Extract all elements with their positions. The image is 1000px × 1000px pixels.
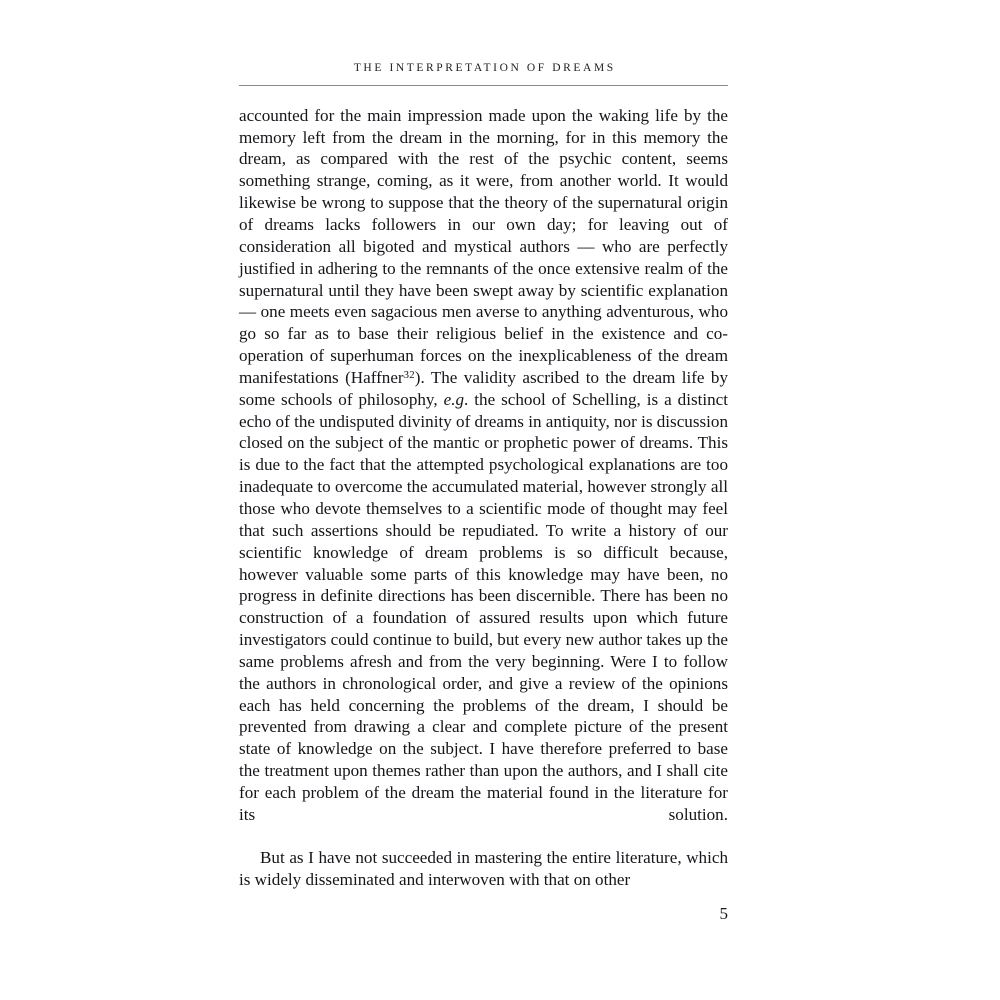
footnote-reference: 32 <box>403 368 415 381</box>
page-number: 5 <box>719 904 728 923</box>
running-head: THE INTERPRETATION OF DREAMS <box>353 62 616 74</box>
page-text-block <box>239 62 728 891</box>
italic-phrase: e.g <box>443 389 465 409</box>
header-rule <box>239 85 728 86</box>
body-copy <box>239 105 728 891</box>
paragraph-1: accounted for the main impression made upon the waking life by the memory left from the dream in the morning, for in this memory the dream, as compared with the rest of the psychic content, seems something strange, coming, as it were, from another world. It would likewise be wrong to suppose that the theory of the supernatural origin of dreams lacks followers in our own day; for leaving out of consideration all bigoted and mystical authors — who are perfectly justified in adhering to the remnants of the once extensive realm of the supernatural until they have been swept away by scientific explanation — one meets even sagacious men averse to anything adventurous, who go so far as to base their religious belief in the existence and co-operation of superhuman forces on the inexplicableness of the dream manifestations (Haffner$^{32}$). The validity ascribed to the dream life by some schools of philosophy, e.g. the school of Schelling, is a distinct echo of the undisputed divinity of dreams in antiquity, nor is discussion closed on the subject of the mantic or prophetic power of dreams. This is due to the fact that the attempted psychological explanations are too inadequate to overcome the accumulated material, however strongly all those who devote themselves to a scientific mode of thought may feel that such assertions should be repudiated. To write a history of our scientific knowledge of dream problems is so difficult because, however valuable some parts of this knowledge may have been, no progress in definite directions has been discernible. There has been no construction of a foundation of assured results upon which future investigators could continue to build, but every new author takes up the same problems afresh and from the very beginning. Were I to follow the authors in chronological order, and give a review of the opinions each has held concerning the problems of the dream, I should be prevented from drawing a clear and complete picture of the present state of knowledge on the subject. I have therefore preferred to base the treatment upon themes rather than upon the authors, and I shall cite for each problem of the dream the material found in the literature for its solution. <box>239 105 728 824</box>
paragraph-2: But as I have not succeeded in mastering the entire literature, which is widely disseminated and interwoven with that on other <box>239 848 728 890</box>
